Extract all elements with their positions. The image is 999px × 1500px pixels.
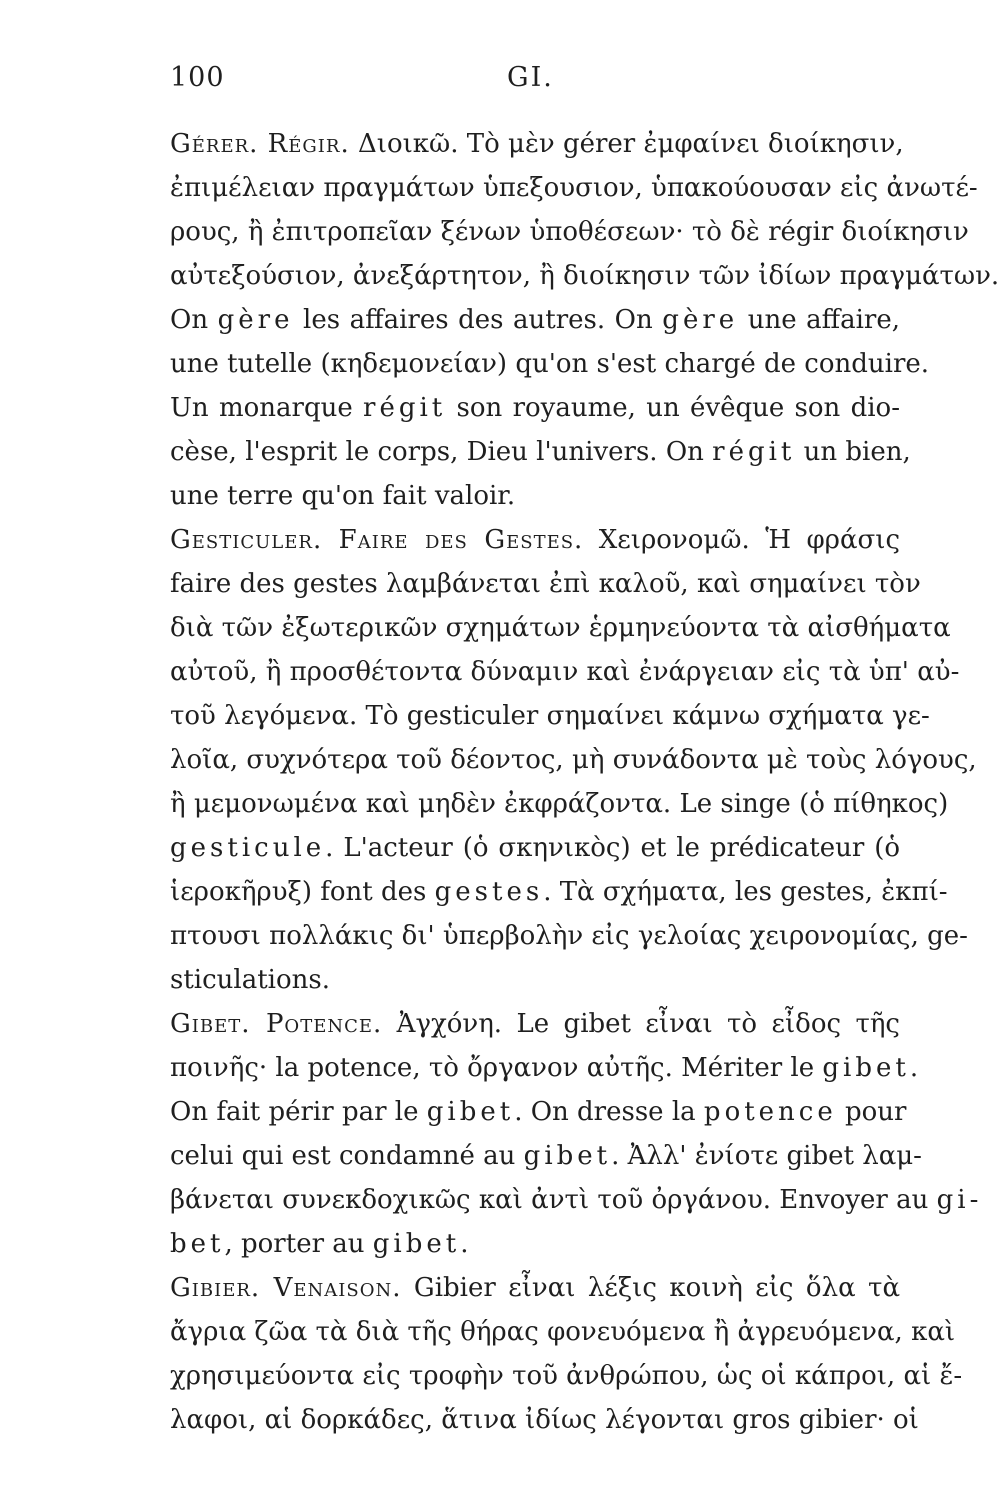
text-segment: τοῦ λεγόμενα. Τὸ gesticuler σημαίνει κάμνω σχήματα γε- bbox=[170, 701, 930, 731]
text-line bbox=[170, 694, 930, 738]
text-segment: λοῖα, συχνότερα τοῦ δέοντος, μὴ συνάδοντα μὲ τοὺς λόγους, bbox=[170, 745, 977, 775]
running-head bbox=[170, 62, 900, 102]
text-segment: , porter au bbox=[224, 1229, 373, 1259]
spaced-word: bet bbox=[170, 1229, 225, 1259]
spaced-word: gère bbox=[217, 305, 294, 335]
text-segment: αὐτεξούσιον, ἀνεξάρτητον, ἢ διοίκησιν τῶν ἰδίων πραγμάτων. bbox=[170, 261, 999, 291]
text-segment: Gibier εἶναι λέξις κοινὴ εἰς ὅλα τὰ bbox=[401, 1273, 900, 1303]
spaced-word: gibet bbox=[372, 1229, 461, 1259]
text-segment: Ἀγχόνη. Le gibet εἶναι τὸ εἶδος τῆς bbox=[382, 1009, 900, 1039]
text-line bbox=[170, 914, 968, 958]
text-line bbox=[170, 738, 977, 782]
text-line bbox=[170, 122, 904, 166]
text-segment: un bien, bbox=[795, 437, 911, 467]
text-segment: On bbox=[170, 305, 218, 335]
text-segment: λαφοι, αἱ δορκάδες, ἅτινα ἰδίως λέγονται gros gibier· οἱ bbox=[170, 1405, 919, 1435]
text-line bbox=[170, 474, 900, 518]
text-line bbox=[170, 1134, 922, 1178]
dictionary-entry bbox=[170, 122, 999, 518]
spaced-word: régit bbox=[712, 437, 796, 467]
headword: Gibier. Venaison. bbox=[170, 1273, 402, 1303]
text-line bbox=[170, 1002, 900, 1046]
spaced-word: gibet bbox=[426, 1097, 515, 1127]
spaced-word: gibet bbox=[822, 1053, 910, 1083]
text-segment: . On dresse la bbox=[514, 1097, 704, 1127]
text-segment: . bbox=[460, 1229, 469, 1259]
text-line bbox=[170, 1398, 919, 1442]
text-segment: Un monarque bbox=[170, 393, 364, 423]
spaced-word: régit bbox=[363, 393, 447, 423]
headword: Gibet. Potence. bbox=[170, 1009, 383, 1039]
entry-paragraph bbox=[170, 122, 999, 518]
dictionary-entry bbox=[170, 518, 977, 1002]
text-line bbox=[170, 650, 960, 694]
text-segment: une affaire, bbox=[738, 305, 900, 335]
entry-paragraph bbox=[170, 1002, 983, 1266]
text-segment: pour bbox=[836, 1097, 907, 1127]
text-segment: faire des gestes λαμβάνεται ἐπὶ καλοῦ, καὶ σημαίνει τὸν bbox=[170, 569, 921, 599]
text-segment: . L'acteur (ὁ σκηνικὸς) et le prédicateur (ὁ bbox=[325, 833, 900, 863]
entry-paragraph bbox=[170, 1266, 963, 1442]
text-line bbox=[170, 254, 999, 298]
text-segment: une terre qu'on fait valoir. bbox=[170, 481, 516, 511]
text-segment: . bbox=[909, 1053, 919, 1083]
text-line bbox=[170, 870, 948, 914]
text-segment: son royaume, un évêque son dio- bbox=[446, 393, 900, 423]
text-segment: celui qui est condamné au bbox=[170, 1141, 524, 1171]
text-segment: une tutelle (κηδεμονείαν) qu'on s'est chargé de conduire. bbox=[170, 349, 930, 379]
page-number: 100 bbox=[170, 62, 225, 93]
text-line bbox=[170, 562, 921, 606]
text-segment: ρους, ἢ ἐπιτροπεῖαν ξένων ὑποθέσεων· τὸ δὲ régir διοίκησιν bbox=[170, 217, 969, 247]
text-segment: ἄγρια ζῶα τὰ διὰ τῆς θήρας φονευόμενα ἢ ἀγρευόμενα, καὶ bbox=[170, 1317, 956, 1347]
spaced-word: gère bbox=[662, 305, 739, 335]
text-line bbox=[170, 826, 900, 870]
body-text bbox=[170, 122, 999, 1442]
text-segment: sticulations. bbox=[170, 965, 330, 995]
headword: Gesticuler. Faire des Gestes. bbox=[170, 525, 584, 555]
text-segment: ἱεροκῆρυξ) font des bbox=[170, 877, 435, 907]
dictionary-entry bbox=[170, 1002, 983, 1266]
spaced-word: gesticule bbox=[170, 833, 326, 863]
spaced-word: gi- bbox=[936, 1185, 983, 1215]
spaced-word: potence bbox=[703, 1097, 837, 1127]
text-segment: Διοικῶ. Τὸ μὲν gérer ἐμφαίνει διοίκησιν, bbox=[349, 129, 904, 159]
text-line bbox=[170, 342, 930, 386]
text-segment: βάνεται συνεκδοχικῶς καὶ ἀντὶ τοῦ ὀργάνου. Envoyer au bbox=[170, 1185, 937, 1215]
dictionary-entry bbox=[170, 1266, 963, 1442]
text-line bbox=[170, 166, 978, 210]
text-segment: ἐπιμέλειαν πραγμάτων ὑπεξουσιον, ὑπακούουσαν εἰς ἀνωτέ- bbox=[170, 173, 978, 203]
text-segment: ποινῆς· la potence, τὸ ὄργανον αὐτῆς. Mériter le bbox=[170, 1053, 823, 1083]
text-segment: . Τὰ σχήματα, les gestes, ἐκπί- bbox=[543, 877, 948, 907]
text-segment: πτουσι πολλάκις δι' ὑπερβολὴν εἰς γελοίας χειρονομίας, ge- bbox=[170, 921, 968, 951]
text-line bbox=[170, 1310, 956, 1354]
text-line bbox=[170, 518, 900, 562]
text-segment: χρησιμεύοντα εἰς τροφὴν τοῦ ἀνθρώπου, ὡς οἱ κάπροι, αἱ ἔ- bbox=[170, 1361, 963, 1391]
text-line bbox=[170, 1178, 983, 1222]
text-line bbox=[170, 1266, 900, 1310]
text-segment: διὰ τῶν ἐξωτερικῶν σχημάτων ἑρμηνεύοντα τὰ αἰσθήματα bbox=[170, 613, 951, 643]
section-letters: GI. bbox=[507, 62, 554, 93]
text-line bbox=[170, 958, 900, 1002]
text-line bbox=[170, 606, 951, 650]
text-segment: cèse, l'esprit le corps, Dieu l'univers. On bbox=[170, 437, 713, 467]
text-line bbox=[170, 1090, 907, 1134]
text-line bbox=[170, 1046, 919, 1090]
spaced-word: gestes bbox=[434, 877, 544, 907]
headword: Gérer. Régir. bbox=[170, 129, 350, 159]
text-line bbox=[170, 430, 911, 474]
text-segment: Χειρονομῶ. Ἡ φράσις bbox=[583, 525, 900, 555]
text-segment: ἢ μεμονωμένα καὶ μηδὲν ἐκφράζοντα. Le singe (ὁ πίθηκος) bbox=[170, 789, 949, 819]
text-segment: On fait périr par le bbox=[170, 1097, 427, 1127]
text-segment: les affaires des autres. On bbox=[293, 305, 663, 335]
text-line bbox=[170, 386, 900, 430]
text-segment: αὐτοῦ, ἢ προσθέτοντα δύναμιν καὶ ἐνάργειαν εἰς τὰ ὑπ' αὐ- bbox=[170, 657, 960, 687]
text-line bbox=[170, 782, 949, 826]
text-segment: . Ἀλλ' ἐνίοτε gibet λαμ- bbox=[611, 1141, 922, 1171]
text-line bbox=[170, 210, 969, 254]
text-line bbox=[170, 298, 900, 342]
spaced-word: gibet bbox=[523, 1141, 612, 1171]
text-line bbox=[170, 1354, 963, 1398]
text-line bbox=[170, 1222, 900, 1266]
entry-paragraph bbox=[170, 518, 977, 1002]
